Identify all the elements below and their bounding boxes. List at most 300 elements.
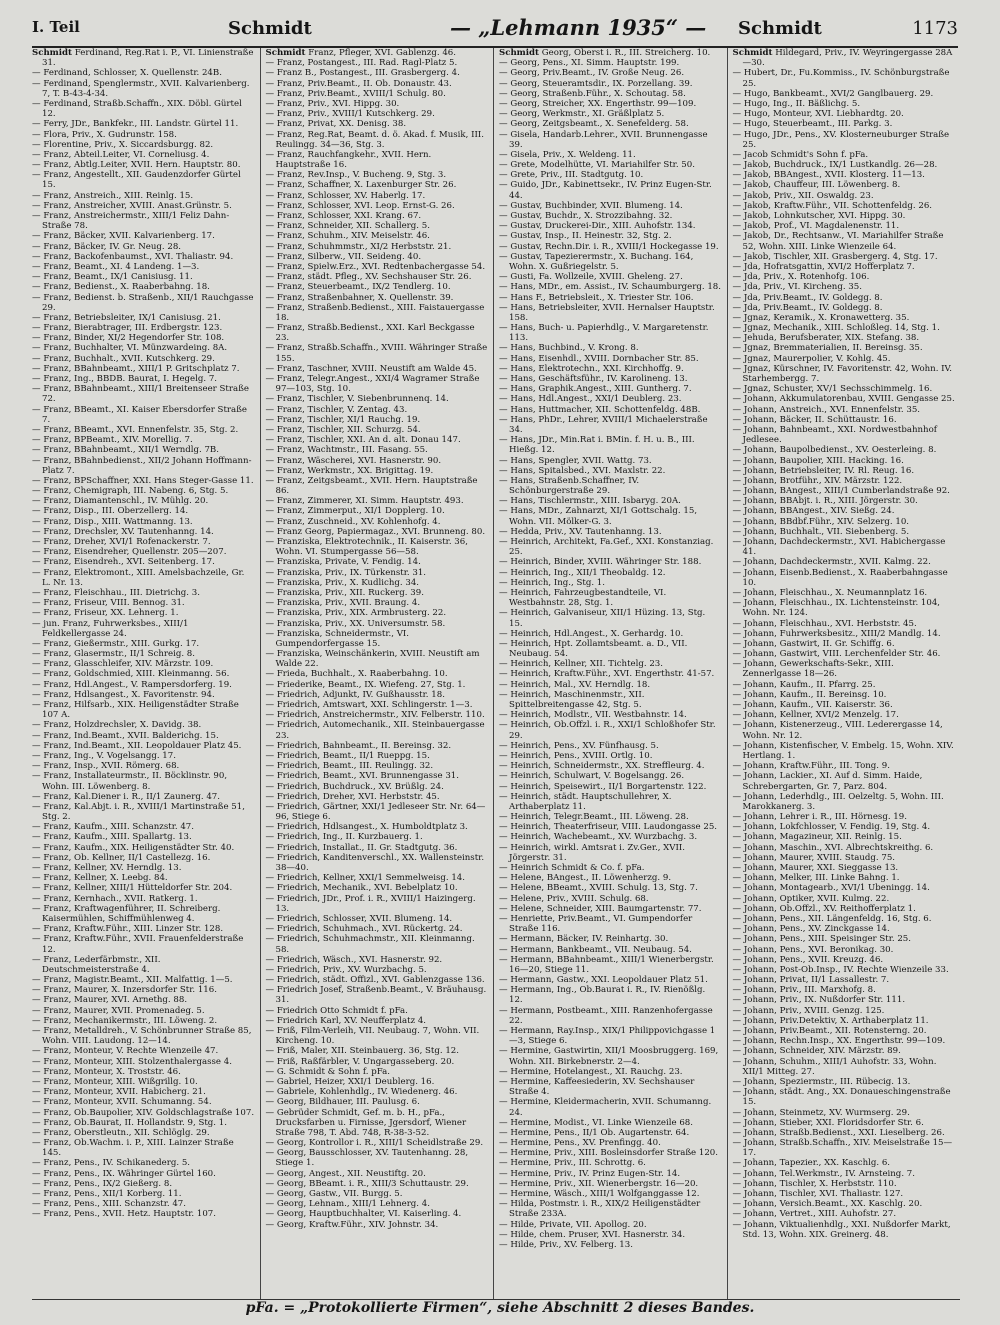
directory-entry <box>32 272 255 282</box>
directory-entry <box>266 832 489 842</box>
entry-text: — Johann, Post-Ob.Insp., IV. Rechte Wienzeile 33. <box>732 964 949 975</box>
directory-entry <box>266 374 489 394</box>
directory-entry <box>266 517 489 527</box>
directory-entry <box>733 486 956 496</box>
entry-text: — Hubert, Dr., Fu.Kommiss., IV. Schönburgstraße 25. <box>732 68 950 89</box>
directory-entry <box>733 99 956 109</box>
entry-text: — Johann, Lehrer i. R., III. Hörnesg. 19. <box>732 812 907 823</box>
directory-entry <box>32 669 255 679</box>
directory-entry <box>733 945 956 955</box>
directory-entry <box>499 293 722 303</box>
entry-text: — Heinrich, Schneidermstr., XX. Streffleurg. 4. <box>499 761 705 772</box>
entry-text: — Franz, Ob.Wachm. i. P., XIII. Lainzer Straße 145. <box>32 1138 234 1159</box>
directory-entry <box>266 466 489 476</box>
entry-text: — Franz, Glasschleifer, XIV. Märzstr. 109. <box>32 659 214 670</box>
directory-entry <box>32 608 255 618</box>
directory-entry <box>32 853 255 863</box>
directory-entry <box>32 323 255 333</box>
entry-text: — Jakob, Lohnkutscher, XVI. Hippg. 30. <box>732 211 906 221</box>
directory-entry <box>266 527 489 537</box>
directory-entry <box>32 955 255 975</box>
directory-entry <box>499 985 722 1005</box>
entry-text: — Hugo, Steuerbeamt., III. Parkg. 3. <box>732 119 893 130</box>
directory-entry <box>266 1209 489 1219</box>
entry-text: — Hermine, Wäsch., XIII/1 Wolfganggasse 12. <box>499 1189 700 1199</box>
entry-text: — Franz, Eisendreh., XVI. Seitenberg. 17. <box>32 557 215 568</box>
directory-entry <box>499 669 722 679</box>
directory-entry <box>499 415 722 435</box>
entry-text: — Franz, BBahnbeamt., XIII/1 Breitenseer Straße 72. <box>32 384 249 405</box>
entry-text: — Georg, Lehnam., XIII/1 Lehnerg. 4. <box>265 1199 430 1210</box>
entry-text: — Johann, Fleischhau., X. Neumannplatz 16. <box>732 587 928 598</box>
entry-text: — Franz, Glasermstr., II/1 Schreig. 8. <box>32 649 195 660</box>
entry-text: — Franz, Schlosser, XV. Haberlg. 17. <box>265 190 426 201</box>
directory-entry <box>32 1046 255 1056</box>
entry-text: — Jda, Priv., X. Rotenhofg. 106. <box>732 272 870 283</box>
directory-entry <box>733 506 956 516</box>
column-4 <box>727 48 961 1300</box>
directory-entry <box>266 303 489 323</box>
directory-entry <box>499 109 722 119</box>
entry-text: — Franz, Privat, XX. Denisg. 38. <box>265 119 407 130</box>
directory-entry <box>266 1169 489 1179</box>
directory-entry <box>733 1118 956 1128</box>
entry-text: — Franz, Monteur, XIII. Wißgrillg. 10. <box>32 1076 198 1087</box>
directory-entry <box>32 649 255 659</box>
directory-entry <box>266 364 489 374</box>
entry-text: — Friedrich, JDr., Prof. i. R., XVIII/1 Haizingerg. 13. <box>265 893 476 914</box>
entry-text: — Hermann, Postbeamt., XIII. Ranzenhofergasse 22. <box>499 1005 713 1026</box>
entry-text: — Johann, Lokfchlosser, V. Fendig. 19, Stg. 4. <box>732 822 931 833</box>
directory-entry <box>266 782 489 792</box>
entry-text: — Franz, Zimmerput., XI/1 Dopplerg. 10. <box>265 506 445 517</box>
entry-text: — Franz, Beamt., XI. 4 Landeng. 1—3. <box>32 261 200 272</box>
directory-entry <box>733 119 956 129</box>
entry-text: — Johann, Versich.Beamt., XX. Kaschlg. 20. <box>732 1199 923 1210</box>
entry-text: — Ferdinand, Spenglermstr., XVII. Kalvarienberg. 7, T. B-43-4-34. <box>32 78 250 99</box>
directory-entry <box>266 1087 489 1097</box>
directory-entry <box>32 293 255 313</box>
entry-text: — Johann, Pens., XII. Längenfeldg. 16, Stg. 6. <box>732 913 932 924</box>
directory-entry <box>499 68 722 78</box>
entry-text: — Heinrich, Mal., XV. Herndlg. 18. <box>499 679 651 690</box>
entry-text: — Gustav, Buchdr., X. Strozzibahng. 32. <box>499 211 673 221</box>
entry-text: — Hans, Spitalsbed., XVI. Maxlstr. 22. <box>499 465 666 476</box>
directory-entry <box>733 1199 956 1209</box>
entry-text: — Franz, Angestellt., XII. Gaudenzdorfer Gürtel 15. <box>32 170 241 191</box>
directory-entry <box>32 1189 255 1199</box>
page-footer <box>0 1300 1000 1322</box>
entry-text: — Hermine, Priv., IV. Prinz Eugen-Str. 14. <box>499 1168 681 1179</box>
directory-entry <box>733 405 956 415</box>
directory-entry <box>499 720 722 740</box>
directory-entry <box>499 975 722 985</box>
directory-entry <box>499 792 722 812</box>
entry-text: — Franziska, Priv., X. Kudlichg. 34. <box>265 577 420 588</box>
directory-entry <box>499 456 722 466</box>
entry-text: — Franz, Monteur, V. Rechte Wienzeile 47. <box>32 1046 219 1057</box>
entry-text: — Hans, Geschäftsführ., IV. Karolineng. 13. <box>499 374 688 384</box>
directory-entry <box>499 231 722 241</box>
entry-text: — Franz, Diamantenschl., IV. Mühlg. 20. <box>32 496 209 507</box>
directory-entry <box>266 710 489 720</box>
directory-entry <box>733 282 956 292</box>
entry-text: — Franz, Kernhach., XVII. Ratkerg. 1. <box>32 893 198 904</box>
directory-entry <box>266 221 489 231</box>
directory-entry <box>32 79 255 99</box>
directory-entry <box>32 975 255 985</box>
directory-entry <box>499 119 722 129</box>
directory-entry <box>32 792 255 802</box>
directory-entry <box>733 48 956 68</box>
directory-entry <box>499 252 722 272</box>
directory-entry <box>733 1006 956 1016</box>
entry-text: — Johann, Tischler, X. Herbststr. 110. <box>732 1178 897 1189</box>
directory-entry <box>733 568 956 588</box>
directory-entry <box>733 965 956 975</box>
entry-text: — Johann, Montagearb., XVI/1 Ubeningg. 14. <box>732 883 930 894</box>
directory-entry <box>32 894 255 904</box>
entry-text: — Franz, Werkmstr., XX. Brigittag. 19. <box>265 465 434 476</box>
entry-text: — Franz, Buchhalt., XVII. Kutschkerg. 29. <box>32 353 215 364</box>
directory-entry <box>733 955 956 965</box>
directory-entry <box>266 476 489 496</box>
entry-text: — Johann, Kistenerzeug., VIII. Lederergasse 14, Wohn. Nr. 12. <box>732 720 943 741</box>
directory-entry <box>32 1138 255 1158</box>
directory-entry <box>499 934 722 944</box>
entry-text: — Hermine, Kaffeesiederin, XV. Sechshauser Straße 4. <box>499 1076 695 1098</box>
entry-text: — Friedrich, Installat., II. Gr. Stadtgutg. 36. <box>265 842 458 853</box>
directory-entry <box>266 415 489 425</box>
directory-entry <box>266 343 489 363</box>
entry-text: — Johann, Kraftw.Führ., III. Tong. 9. <box>732 761 890 772</box>
entry-text: — Georg, Kraftw.Führ., XIV. Johnstr. 34. <box>265 1219 439 1230</box>
directory-entry <box>499 89 722 99</box>
directory-entry <box>733 466 956 476</box>
directory-entry <box>32 252 255 262</box>
entry-text: — Franz, Telegr.Angest., XXI/4 Wagramer Straße 97—103, Stg. 10. <box>265 374 480 395</box>
entry-text: — Franz, Silberw., VII. Seideng. 40. <box>265 251 422 262</box>
directory-entry <box>733 557 956 567</box>
directory-entry <box>266 293 489 303</box>
entry-text: — Johann, Priv., XVIII. Genzg. 125. <box>732 1005 885 1016</box>
directory-entry <box>733 109 956 119</box>
directory-entry <box>32 130 255 140</box>
entry-text: — Franz, Maurer, X. Inzersdorfer Str. 116. <box>32 985 217 996</box>
entry-text: — Hermine, Priv., XII. Wienerbergstr. 16—20. <box>499 1178 699 1189</box>
directory-entry <box>499 496 722 506</box>
entry-text: — Franz, Schneider, XII. Schallerg. 5. <box>265 221 430 232</box>
directory-entry <box>32 1209 255 1219</box>
entry-text: — Franz, Kellner, XIII/1 Hütteldorfer Str. 204. <box>32 883 233 894</box>
entry-text: — Hilde, Private, VII. Apollog. 20. <box>499 1219 647 1230</box>
entry-text: Franz, Pfleger, XVI. Gablenzg. 46. <box>308 48 456 58</box>
entry-text: — Helene, Schneider, XIII. Baumgartenstr. 77. <box>499 903 702 914</box>
directory-entry <box>32 99 255 119</box>
entry-text: — Friedrich, Mechanik., XVI. Bebelplatz 10. <box>265 883 458 894</box>
footer-rule <box>32 1299 960 1300</box>
directory-entry <box>733 822 956 832</box>
entry-text: — Hermine, Hotelangest., XI. Rauchg. 23. <box>499 1066 683 1077</box>
entry-text: — Gustav, Druckerei-Dir., XIII. Auhofstr. 134. <box>499 221 696 232</box>
directory-entry <box>32 456 255 476</box>
entry-text: — Hedda, Priv., XV. Tautenhanng. 13. <box>499 526 662 537</box>
entry-text: — Johann, Pens., XVII. Kreuzg. 46. <box>732 954 884 965</box>
entry-text: — Johann, Fleischhau., IX. Lichtensteinstr. 104, Wohn. Nr. 124. <box>732 598 941 619</box>
directory-entry <box>499 771 722 781</box>
entry-surname: Schmidt <box>499 48 540 58</box>
entry-text: — Franz, Metalldreh., V. Schönbrunner Straße 85, Wohn. VIII. Laudong. 12—14. <box>32 1026 252 1047</box>
directory-entry <box>499 578 722 588</box>
directory-entry <box>733 415 956 425</box>
entry-text: — Georg, Zeitgsbeamt., X. Senefelderg. 58. <box>499 119 689 130</box>
entry-text: — Hugo, Monteur, XVI. Liebhardtg. 20. <box>732 109 904 120</box>
entry-text: — Franz, Bäcker, IV. Gr. Neug. 28. <box>32 241 182 252</box>
directory-entry <box>499 537 722 557</box>
entry-text: — Franz, Ob.Baurat, II. Hollandstr. 9, Stg. 1. <box>32 1117 227 1128</box>
directory-entry <box>733 863 956 873</box>
directory-entry <box>266 231 489 241</box>
entry-text: — Franz, BPBeamt., XIV. Morellig. 7. <box>32 435 193 446</box>
directory-entry <box>32 333 255 343</box>
entry-text: — Friederike, Beamt., IX. Wiefeng. 27, Stg. 1. <box>265 679 466 690</box>
entry-text: — Friedrich, Bahnbeamt., II. Bereinsg. 32. <box>265 740 452 751</box>
directory-entry <box>32 1118 255 1128</box>
entry-text: — Franz, BBahnbedienst., XII/2 Johann Hoffmann-Platz 7. <box>32 455 252 476</box>
entry-text: — Friedrich, Anstreichermstr., XIV. Felberstr. 110. <box>265 710 485 721</box>
entry-text: — Friedrich, Adjunkt, IV. Gußhausstr. 18. <box>265 689 445 700</box>
entry-text: — Johann, Optiker, XVII. Kulmg. 22. <box>732 893 890 904</box>
entry-text: — Franz, Schuhmmstr., XI/2 Herbststr. 21. <box>265 241 452 252</box>
directory-entry <box>499 659 722 669</box>
entry-text: — Gisela, Handarb.Lehrer., XVII. Brunnengasse 39. <box>499 129 708 150</box>
entry-text: — Franz, BPSchaffner, XXI. Hans Steger-Gasse 11. <box>32 475 254 486</box>
directory-entry <box>499 955 722 975</box>
directory-entry <box>32 405 255 425</box>
entry-text: — Friedrich, Wäsch., XVI. Hasnerstr. 92. <box>265 954 443 965</box>
directory-entry <box>266 48 489 58</box>
directory-entry <box>733 588 956 598</box>
entry-text: — Frieda, Buchhalt., X. Raaberbahng. 10. <box>265 669 448 680</box>
directory-entry <box>499 435 722 455</box>
entry-text: — Friedrich, Dreher, XVI. Herbststr. 45. <box>265 791 440 802</box>
entry-text: — Franz, Kraftw.Führ., XIII. Linzer Str. 128. <box>32 924 224 935</box>
directory-entry <box>733 710 956 720</box>
directory-entry <box>733 456 956 466</box>
entry-text: — Johann, Eisenb.Bedienst., X. Raaberbahngasse 10. <box>732 567 948 588</box>
entry-text: — Johann, Kaufm., II. Bereinsg. 10. <box>732 689 887 700</box>
directory-entry <box>733 293 956 303</box>
entry-text: — Franz, Wachtmstr., III. Fasang. 55. <box>265 445 428 456</box>
entry-text: — Heinrich, Pens., XV. Fünfhausg. 5. <box>499 740 659 751</box>
entry-text: — Georg, Gastw., VII. Burgg. 5. <box>265 1189 403 1199</box>
directory-entry <box>32 1108 255 1118</box>
directory-entry <box>266 272 489 282</box>
directory-entry <box>32 170 255 190</box>
directory-entry <box>266 557 489 567</box>
entry-text: — Johann, Baupolier, XIII. Hacking. 16. <box>732 455 904 466</box>
entry-text: — Hans, Straßenb.Schaffner, IV. Schönburgerstraße 29. <box>499 475 640 497</box>
directory-entry <box>499 527 722 537</box>
entry-text: — Hilde, Priv., XV. Felberg. 13. <box>499 1239 633 1250</box>
entry-text: — Franz, Backofenbaumst., XVI. Thaliastr. 94. <box>32 251 234 262</box>
entry-text: — Franz, Anstreichermstr., XIII/1 Feliz Dahn-Straße 78. <box>32 211 230 232</box>
entry-text: — Franz, Ind.Beamt., XVII. Balderichg. 15. <box>32 730 219 741</box>
entry-text: — Friedrich, städt. Offizl., XVI. Gablenzgasse 136. <box>265 975 485 986</box>
directory-entry <box>499 99 722 109</box>
entry-text: — Franz, Pens., XII/1 Korberg. 11. <box>32 1189 182 1199</box>
entry-text: — Jgnaz, Bremmaterialien, II. Bereinsg. 35. <box>732 343 923 354</box>
entry-text: — Franz, Monteur, X. Troststr. 46. <box>32 1066 181 1077</box>
directory-entry <box>733 1087 956 1107</box>
directory-entry <box>32 985 255 995</box>
directory-entry <box>32 211 255 231</box>
directory-entry <box>32 1087 255 1097</box>
entry-text: — Johann, Brotführ., XIV. Märzstr. 122. <box>732 475 903 486</box>
entry-text: — Jgnaz, Keramik., X. Kronawetterg. 35. <box>732 312 910 323</box>
entry-text: — Franz, Priv.Beamt., XVIII/1 Schulg. 80. <box>265 88 446 99</box>
directory-entry <box>32 486 255 496</box>
directory-entry <box>32 242 255 252</box>
entry-text: — Gustav, Tapezierermstr., X. Buchang. 164, Wohn. X. Gußriegelstr. 5. <box>499 251 694 272</box>
entry-text: — Helene, BBeamt., XVIII. Schulg. 13, Stg. 7. <box>499 883 698 894</box>
entry-text: — Hermann, Ray.Insp., XIX/1 Philippovichgasse 1—3, Stiege 6. <box>499 1026 716 1047</box>
entry-text: — Franz, Kal.Diener i. R., II/1 Zaunerg. 47. <box>32 791 221 802</box>
directory-entry <box>266 822 489 832</box>
directory-entry <box>499 639 722 659</box>
directory-entry <box>733 323 956 333</box>
directory-entry <box>499 741 722 751</box>
directory-entry <box>266 700 489 710</box>
directory-entry <box>266 843 489 853</box>
entry-text: — Heinrich, Kraftw.Führ., XVI. Engerthstr. 41-57. <box>499 669 715 680</box>
directory-entry <box>733 476 956 486</box>
entry-text: — Franz, städt. Pfleg., XV. Sechshauser Str. 26. <box>265 272 472 283</box>
column-3 <box>493 48 727 1300</box>
entry-text: — Franz, Pens., IV. Schikanederg. 5. <box>32 1158 191 1169</box>
directory-entry <box>499 751 722 761</box>
directory-entry <box>266 1189 489 1199</box>
entry-text: — Franz, Eisendreher, Quellenstr. 205—207. <box>32 547 227 558</box>
directory-entry <box>32 517 255 527</box>
entry-text: — Franziska, Priv., XX. Universumstr. 58. <box>265 618 446 629</box>
entry-text: — Johann, Stieber, XXI. Floridsdorfer Str. 6. <box>732 1117 924 1128</box>
directory-entry <box>733 180 956 190</box>
entry-text: — Hans, Graphik.Angest., XIII. Guntherg. 7. <box>499 384 692 395</box>
entry-text: — Franz, Schlosser, XXI. Krang. 67. <box>265 211 422 221</box>
entry-text: — Heinrich, Pens., XVIII. Ortlg. 10. <box>499 750 653 761</box>
entry-text: — Franz, Lederfärbmstr., XII. Deutschmeisterstraße 4. <box>32 954 161 975</box>
directory-entry <box>499 466 722 476</box>
directory-entry <box>733 231 956 251</box>
directory-entry <box>266 1108 489 1139</box>
directory-entry <box>32 1026 255 1046</box>
directory-entry <box>32 659 255 669</box>
directory-entry <box>32 1097 255 1107</box>
directory-entry <box>733 1138 956 1158</box>
directory-entry <box>733 629 956 639</box>
entry-text: — Franz, Tischler, XI/1 Rauchg. 19. <box>265 414 421 425</box>
directory-entry <box>32 282 255 292</box>
entry-text: — Hans, Eisenhdl., XVIII. Dornbacher Str. 85. <box>499 353 699 364</box>
entry-text: — Hans, Buchbind., V. Krong. 8. <box>499 343 639 354</box>
entry-text: — Franz, Kellner, XV. Herndlg. 13. <box>32 863 182 873</box>
directory-entry <box>32 435 255 445</box>
entry-text: — Georg, Angest., XII. Neustiftg. 20. <box>265 1168 426 1179</box>
directory-entry <box>32 802 255 822</box>
directory-entry <box>32 568 255 588</box>
entry-text: — Franziska, Elektrotechnik., II. Kaiserstr. 36, Wohn. VI. Stumpergasse 56—58. <box>265 537 468 558</box>
entry-text: — Franz, Magistr.Beamt., XII. Malfattig. 1—5. <box>32 975 233 986</box>
directory-entry <box>499 914 722 934</box>
directory-entry <box>733 873 956 883</box>
directory-entry <box>499 384 722 394</box>
directory-entry <box>733 1158 956 1168</box>
entry-text: — Grete, Modelhütte, VI. Mariahilfer Str. 50. <box>499 160 695 171</box>
entry-text: — Jakob, Chauffeur, III. Löwenberg. 8. <box>732 180 901 191</box>
entry-text: — Franz, Kaufm., XIII. Schanzstr. 47. <box>32 822 194 833</box>
entry-text: — Franz, Zeitgsbeamt., XVII. Hern. Hauptstraße 86. <box>265 475 478 497</box>
entry-text: — Hermine, Pens., II/1 Ob. Augartenstr. 64. <box>499 1127 690 1138</box>
entry-text: — Franz, BBeamt., XI. Kaiser Ebersdorfer Straße 7. <box>32 404 247 425</box>
page-number: 1173 <box>912 18 958 39</box>
directory-entry <box>32 619 255 639</box>
directory-entry <box>32 720 255 730</box>
entry-text: — Friedrich, Kanditenverschl., XX. Wallensteinstr. 38—40. <box>265 852 485 873</box>
entry-text: — Franz, Friseur, VIII. Bennog. 31. <box>32 598 185 609</box>
entry-text: — Franz, Ob. Kellner, II/1 Castellezg. 16. <box>32 852 211 863</box>
directory-entry <box>32 476 255 486</box>
entry-text: — Hermine, Priv., III. Schrottg. 6. <box>499 1158 646 1169</box>
entry-surname: Schmidt <box>732 48 773 58</box>
directory-entry <box>733 1220 956 1240</box>
directory-entry <box>266 1179 489 1189</box>
entry-text: — Johann, Tapezier., XX. Kaschlg. 6. <box>732 1158 891 1169</box>
directory-entry <box>266 282 489 292</box>
entry-text: — Franziska, Priv., XII. Ruckerg. 39. <box>265 587 424 598</box>
directory-entry <box>733 384 956 394</box>
entry-text: — Johann, Tischler, XVI. Thaliastr. 127. <box>732 1189 904 1199</box>
directory-entry <box>733 394 956 404</box>
entry-text: — Franz, Kal.Abjt. i. R., XVIII/1 Martinstraße 51, Stg. 2. <box>32 801 245 823</box>
directory-entry <box>266 1026 489 1046</box>
entry-text: — Franz, Tischler, V. Siebenbrunnenq. 14. <box>265 394 449 405</box>
entry-text: — Georg, Steueramtsdir., IX. Porzellang. 39. <box>499 78 693 89</box>
entry-text: — Johann, Buchhalt., VII. Siebenberg. 5. <box>732 526 910 537</box>
directory-entry <box>32 527 255 537</box>
entry-text: — Franz, Kraftw.Führ., XVII. Frauenfelderstraße 12. <box>32 934 244 955</box>
directory-entry <box>32 883 255 893</box>
directory-entry <box>32 639 255 649</box>
directory-entry <box>733 914 956 924</box>
directory-entry <box>733 313 956 323</box>
entry-text: — Hermine, Gastwirtin, XII/1 Moosbruggerg. 169, Wohn. XII. Birkebnerstr. 2—4. <box>499 1046 719 1067</box>
directory-entry <box>32 1128 255 1138</box>
directory-entry <box>32 863 255 873</box>
directory-entry <box>32 700 255 720</box>
entry-text: — Hans, Tischlermstr., XIII. Isbaryg. 20A. <box>499 496 681 507</box>
entry-text: — Franz, Spielw.Erz., XVI. Redtenbachergasse 54. <box>265 261 486 272</box>
directory-entry <box>499 1169 722 1179</box>
directory-entry <box>266 201 489 211</box>
entry-columns <box>32 48 960 1300</box>
directory-entry <box>733 343 956 353</box>
entry-text: — Franz, Goldschmied, XIII. Kleinmanng. 56. <box>32 669 230 680</box>
directory-entry <box>32 313 255 323</box>
directory-entry <box>499 1067 722 1077</box>
entry-text: — Johann, Pens., XV. Zinckgasse 14. <box>732 924 890 935</box>
entry-text: — Friedrich, Kellner, XXI/1 Semmelweisg. 14. <box>265 873 465 884</box>
